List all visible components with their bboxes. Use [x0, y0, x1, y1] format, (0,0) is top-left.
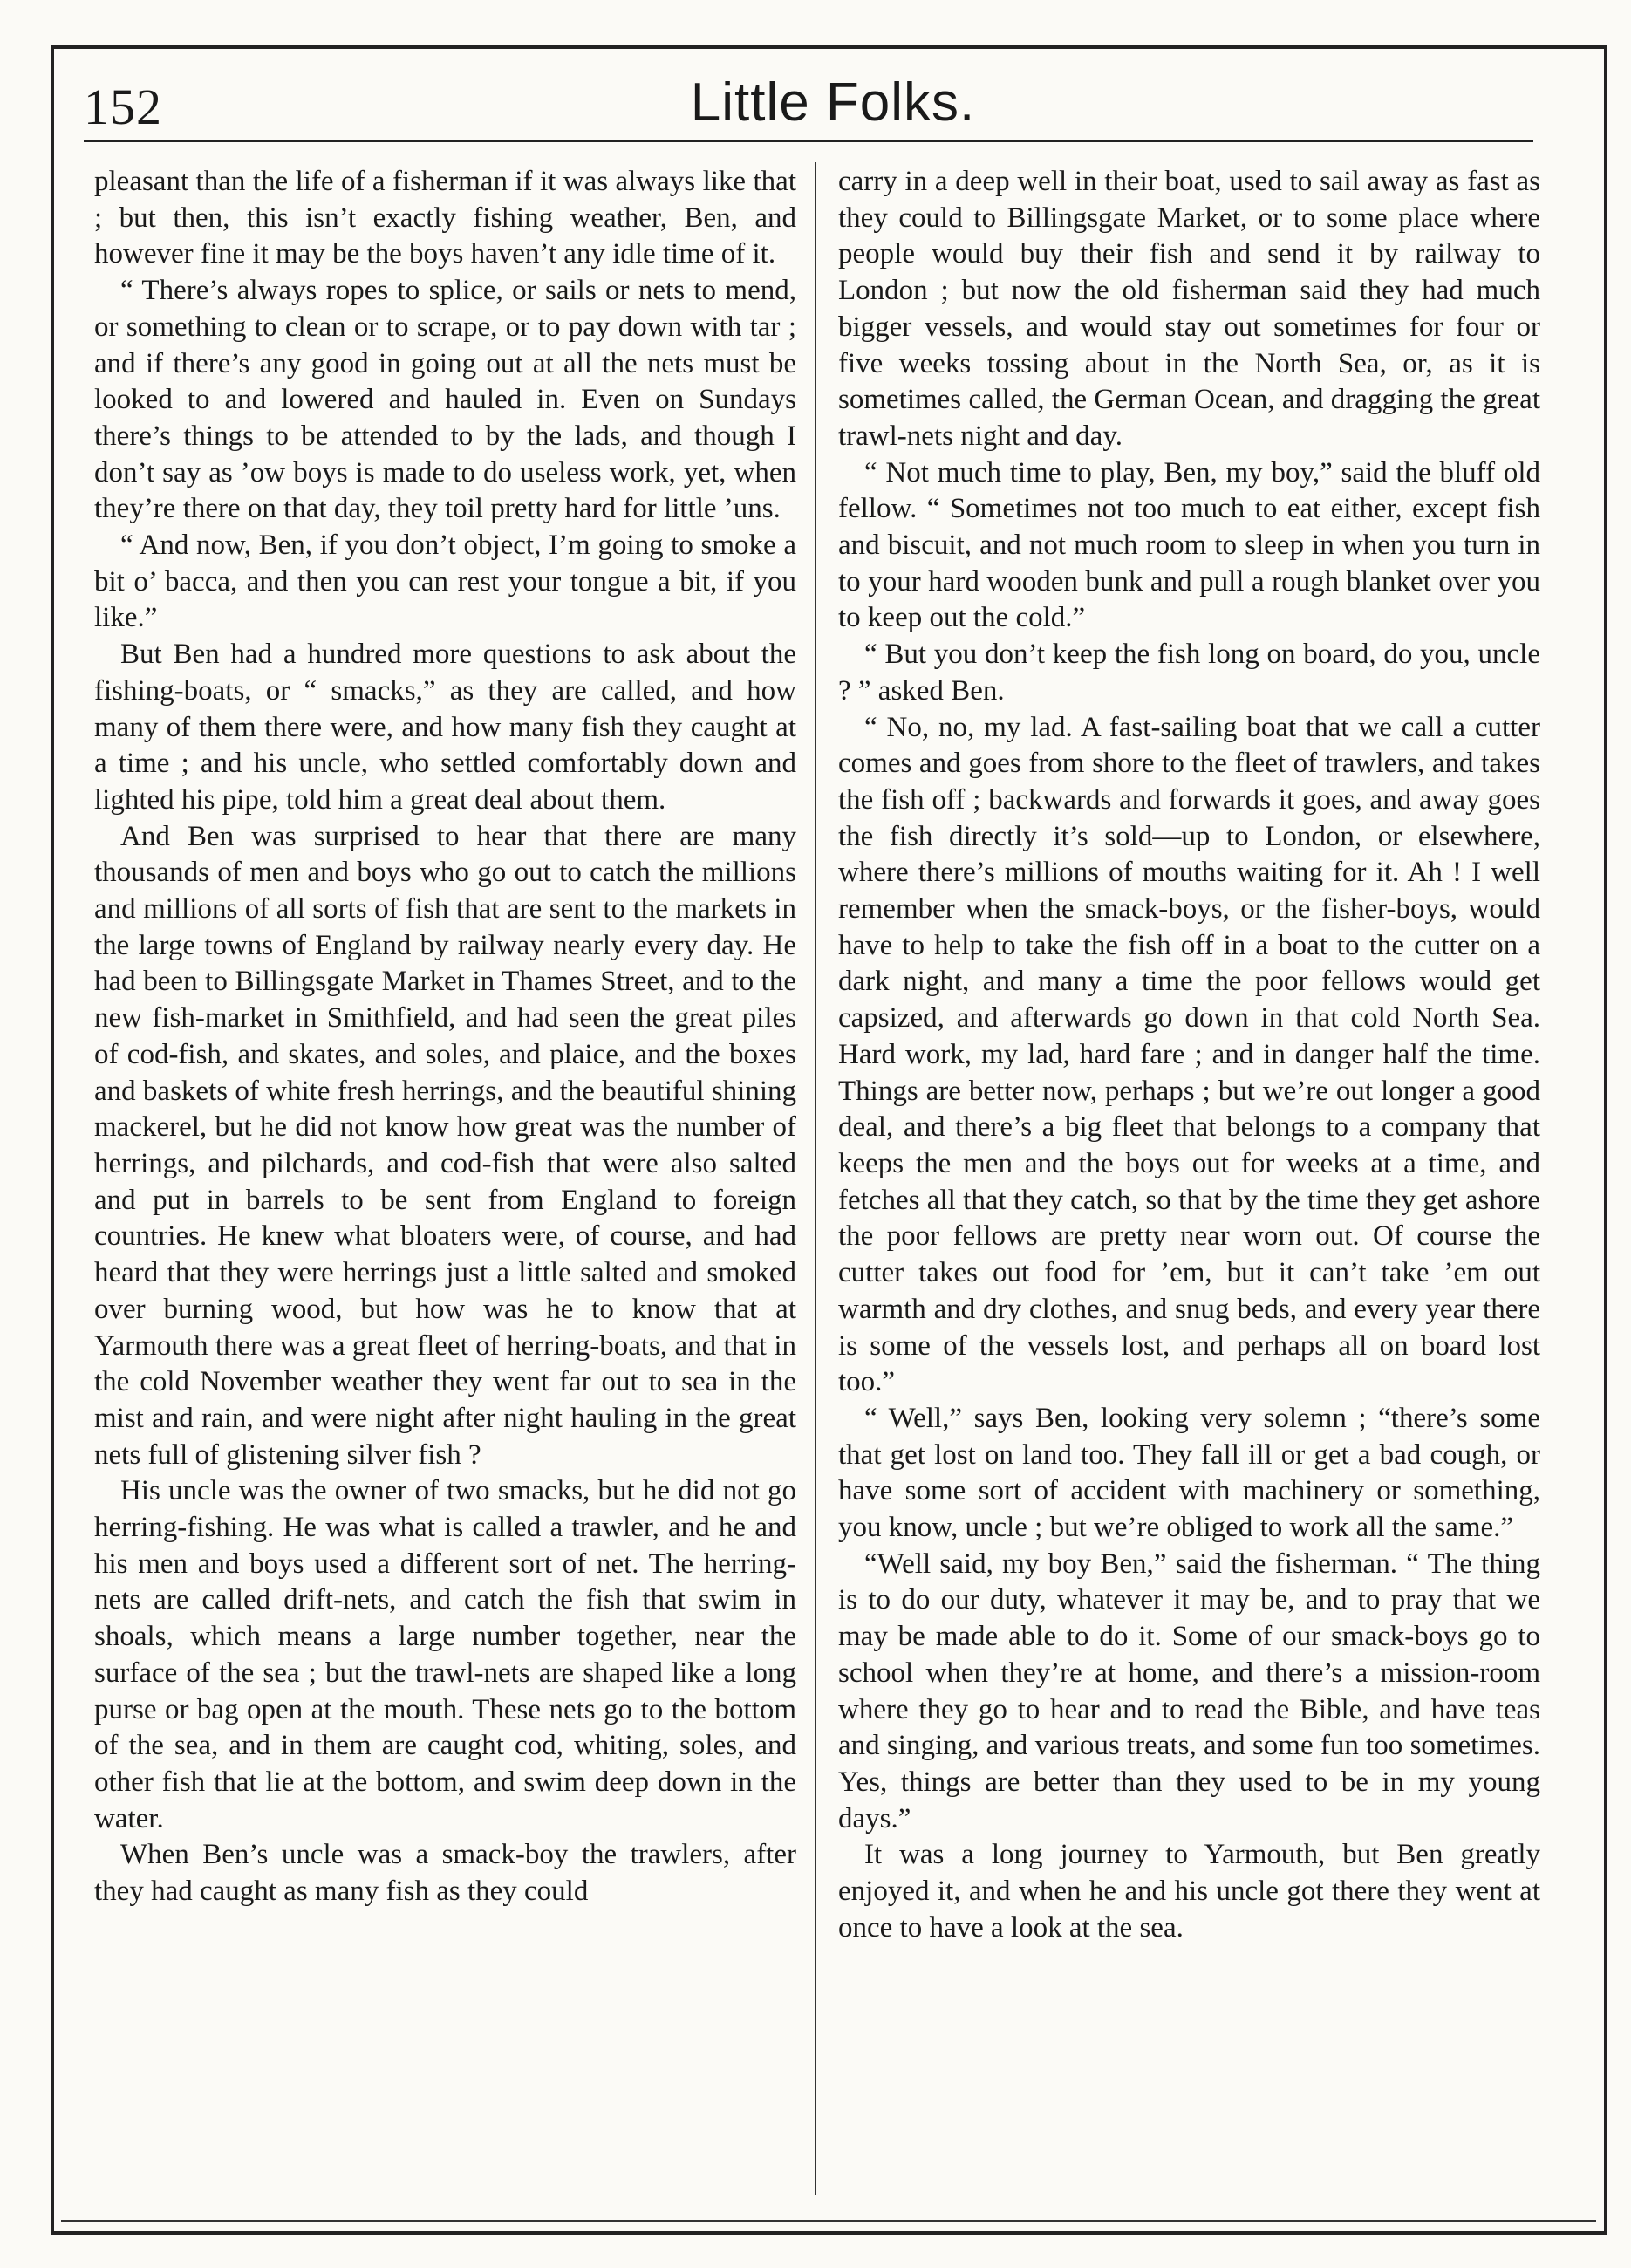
paragraph: “Well said, my boy Ben,” said the fisherman. “ The thing is to do our duty, whatever it may be, and to pray that we may be made able to do it. Some of our smack-boys go to school when they’re at home, and there’s a mission-room where they go to hear and to read the Bible, and have teas and singing, and various treats, and some fun too sometimes. Yes, things are better than they used to be in my young days.”	[838, 1547, 1540, 1834]
page-title: Little Folks.	[690, 72, 976, 133]
paragraph: It was a long journey to Yarmouth, but Ben greatly enjoyed it, and when he and his uncle got there they went at once to have a look at the sea.	[838, 1839, 1540, 1944]
paragraph: But Ben had a hundred more questions to ask about the fishing-boats, or “ smacks,” as they are called, and how many of them there were, and how many fish they caught at a time ; and his uncle, who settled comfortably down and lighted his pipe, told him a great deal about them.	[94, 639, 796, 816]
paragraph: “ Well,” says Ben, looking very solemn ; “there’s some that get lost on land too. They fall ill or get a bad cough, or have some sort of accident with machinery or something, you know, uncle ; but we’re obliged to work all the same.”	[838, 1402, 1540, 1544]
paragraph: “ And now, Ben, if you don’t object, I’m going to smoke a bit o’ bacca, and then you can rest your tongue a bit, if you like.”	[94, 529, 796, 634]
paragraph: And Ben was surprised to hear that there are many thousands of men and boys who go out to catch the millions and millions of all sorts of fish that are sent to the markets in the large towns of England by railway nearly every day. He had been to Billingsgate Market in Thames Street, and to the new fish-market in Smithfield, and had seen the great piles of cod-fish, and skates, and soles, and plaice, and the boxes and baskets of white fresh herrings, and the beautiful shining mackerel, but he did not know how great was the number of herrings, and pilchards, and cod-fish that were also salted and put in barrels to be sent from England to foreign countries. He knew what bloaters were, of course, and had heard that they were herrings just a little salted and smoked over burning wood, but how was he to know that at Yarmouth there was a great fleet of herring-boats, and that in the cold November weather they went far out to sea in the mist and rain, and were night after night hauling in the great nets full of glistening silver fish ?	[94, 820, 796, 1471]
right-column	[838, 164, 1540, 1946]
column-divider	[815, 162, 816, 2195]
page-number: 152	[84, 79, 162, 135]
paragraph: “ No, no, my lad. A fast-sailing boat that we call a cutter comes and goes from shore to the fleet of trawlers, and takes the fish off ; backwards and forwards it goes, and away goes the fish directly it’s sold—up to London, or elsewhere, where there’s millions of mouths waiting for it. Ah ! I well remember when the smack-boys, or the fisher-boys, would have to help to take the fish off in a boat to the cutter on a dark night, and many a time the poor fellows would get capsized, and afterwards go down in that cold North Sea. Hard work, my lad, hard fare ; and in danger half the time. Things are better now, perhaps ; but we’re out longer a good deal, and there’s a big fleet that belongs to a company that keeps the men and the boys out for weeks at a time, and fetches all that they catch, so that by the time they get ashore the poor fellows are pretty near worn out. Of course the cutter takes out food for ’em, but it can’t take ’em out warmth and dry clothes, and snug beds, and every year there is some of the vessels lost, and perhaps all on board lost too.”	[838, 711, 1540, 1398]
paragraph: “ Not much time to play, Ben, my boy,” said the bluff old fellow. “ Sometimes not too much to eat either, except fish and biscuit, and not much room to sleep in when you turn in to your hard wooden bunk and pull a rough blanket over you to keep out the cold.”	[838, 456, 1540, 634]
left-column	[94, 164, 796, 1910]
paragraph: “ But you don’t keep the fish long on board, do you, uncle ? ” asked Ben.	[838, 639, 1540, 707]
paragraph: “ There’s always ropes to splice, or sails or nets to mend, or something to clean or to scrape, or to pay down with tar ; and if there’s any good in going out at all the nets must be looked to and lowered and hauled in. Even on Sundays there’s things to be attended to by the lads, and though I don’t say as ’ow boys is made to do useless work, yet, when they’re there on that day, they toil pretty hard for little ’uns.	[94, 275, 796, 525]
bottom-rule	[61, 2220, 1596, 2222]
paragraph: His uncle was the owner of two smacks, but he did not go herring-fishing. He was what is called a trawler, and he and his men and boys used a different sort of net. The herring-nets are called drift-nets, and catch the fish that swim in shoals, which means a large number together, near the surface of the sea ; but the trawl-nets are shaped like a long purse or bag open at the mouth. These nets go to the bottom of the sea, and in them are caught cod, whiting, soles, and other fish that lie at the bottom, and swim deep down in the water.	[94, 1475, 796, 1834]
paragraph: pleasant than the life of a fisherman if it was always like that ; but then, this isn’t exactly fishing weather, Ben, and however fine it may be the boys haven’t any idle time of it.	[94, 166, 796, 270]
header-rule	[84, 140, 1533, 142]
paragraph: When Ben’s uncle was a smack-boy the trawlers, after they had caught as many fish as they could	[94, 1839, 796, 1908]
paragraph: carry in a deep well in their boat, used to sail away as fast as they could to Billingsgate Market, or to some place where people would buy their fish and send it by railway to London ; but now the old fisherman said they had much bigger vessels, and would stay out sometimes for four or five weeks tossing about in the North Sea, or, as it is sometimes called, the German Ocean, and dragging the great trawl-nets night and day.	[838, 166, 1540, 452]
